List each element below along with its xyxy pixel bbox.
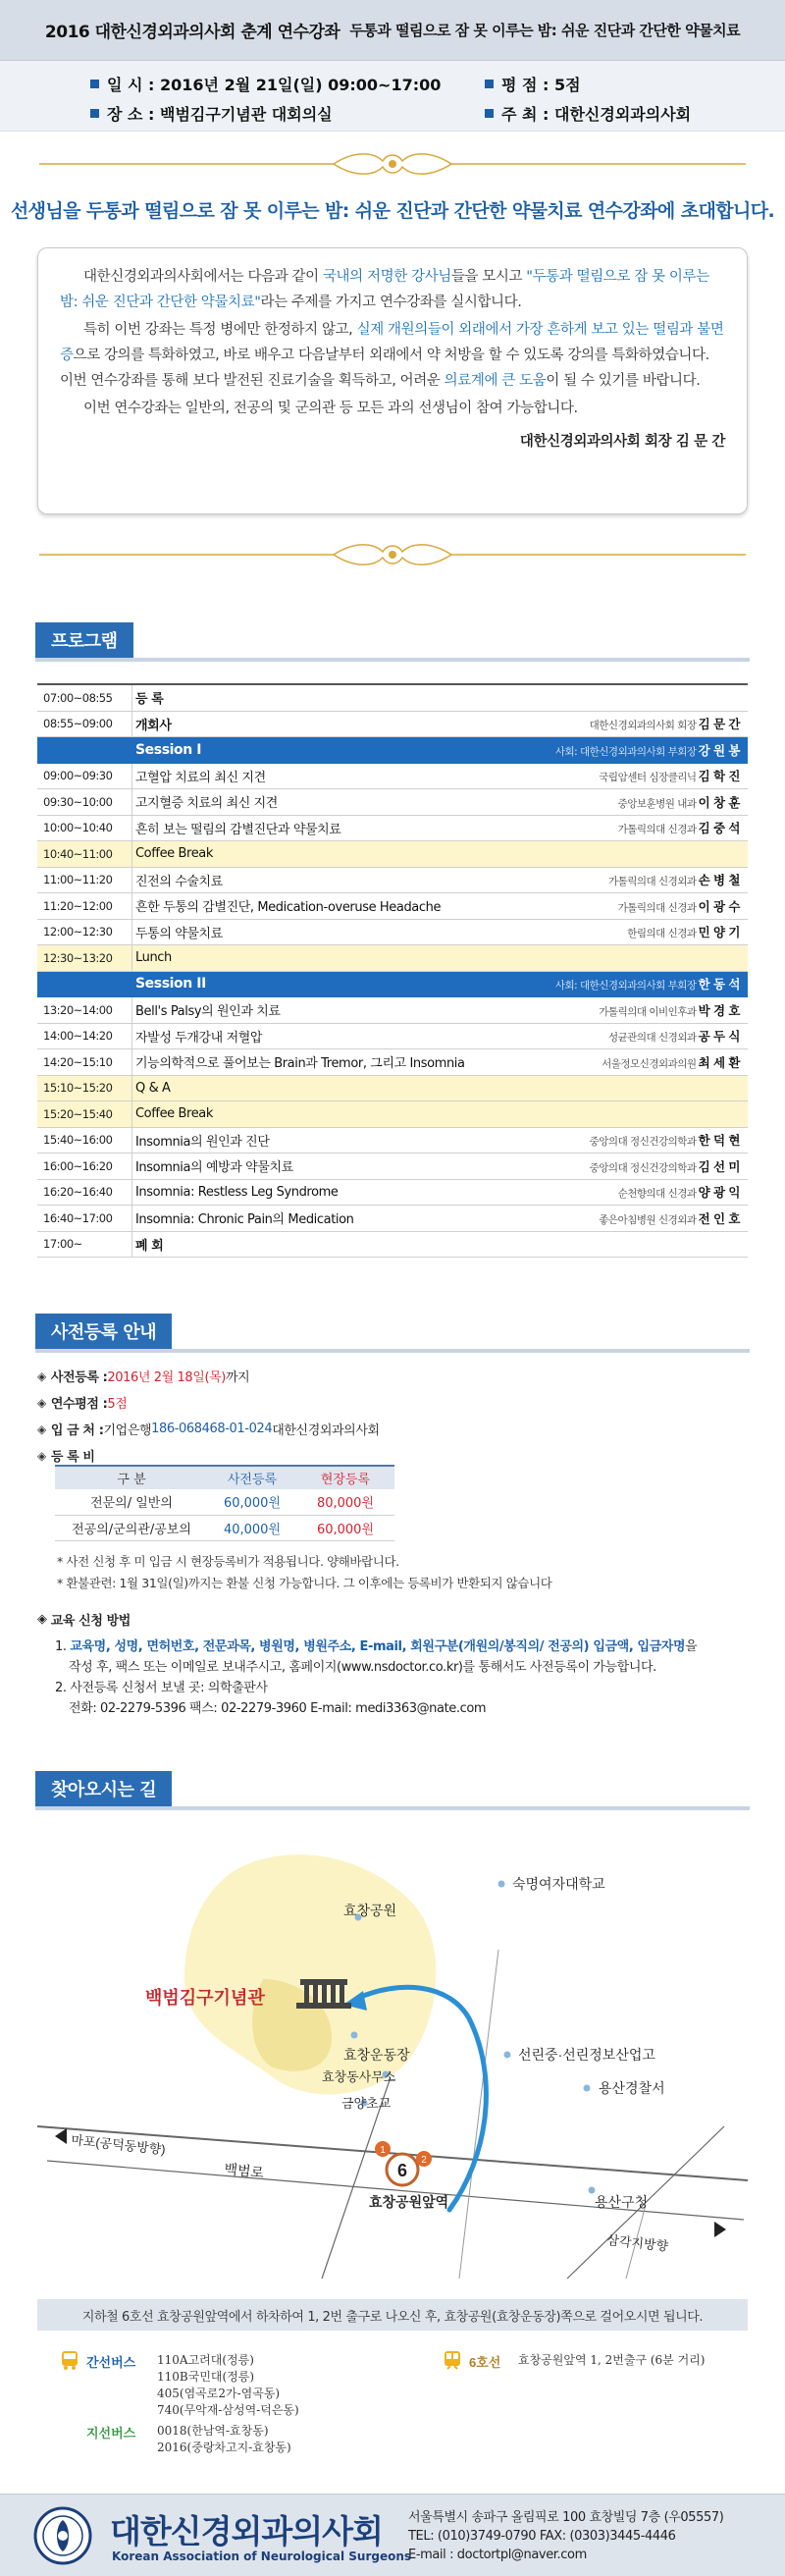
map-label-stadium: 효창운동장 bbox=[343, 2047, 410, 2063]
program-time: 11:00~11:20 bbox=[43, 873, 113, 887]
program-row bbox=[37, 764, 748, 790]
map-svg bbox=[37, 1832, 748, 2283]
program-time: 12:00~12:30 bbox=[43, 925, 113, 939]
program-row bbox=[37, 1128, 748, 1154]
map-label-yongsan-office: 용산구청 bbox=[595, 2194, 649, 2210]
program-title: 흔히 보는 떨림의 감별진단과 약물치료 bbox=[135, 822, 341, 837]
speaker-affiliation: 성균관의대 신경외과 bbox=[607, 1032, 697, 1045]
registration-info bbox=[37, 1367, 748, 1473]
program-speaker bbox=[738, 1106, 748, 1121]
program-speaker bbox=[738, 950, 748, 965]
program-time: 07:00~08:55 bbox=[43, 690, 113, 705]
map-label-office: 효창동사무소 bbox=[322, 2069, 396, 2084]
speaker-affiliation: 사회: 대한신경외과의사회 부회장 bbox=[554, 980, 697, 993]
program-speaker bbox=[738, 1081, 748, 1096]
program-time: 12:30~13:20 bbox=[43, 950, 113, 965]
program-time: 08:55~09:00 bbox=[43, 717, 113, 731]
bus-branch-label: 지선버스 bbox=[86, 2426, 136, 2441]
arrow-left-icon bbox=[55, 2128, 67, 2144]
bullet-square-icon bbox=[485, 109, 494, 118]
footer bbox=[0, 2494, 785, 2576]
invitation-paragraph-1: 대한신경외과의사회에서는 다음과 같이 국내의 저명한 강사님들을 모시고 "두통과 떨림으로 잠 못 이루는 밤: 쉬운 진단과 간단한 약물치료"라는 주제를 가지고 연수강좌를 실시합니다. bbox=[60, 269, 709, 310]
speaker-name: 손 병 철 bbox=[698, 873, 740, 888]
program-row bbox=[37, 893, 748, 920]
ornament-divider-icon bbox=[39, 149, 746, 179]
speaker-name: 전 인 호 bbox=[698, 1210, 740, 1226]
program-time: 10:00~10:40 bbox=[43, 821, 113, 835]
program-row bbox=[37, 1180, 748, 1207]
bus-main-lines: 110A고려대(정릉) 110B국민대(정릉) 405(염곡로2가-염곡동) 740(무악재-삼성역-덕은동) bbox=[157, 2353, 299, 2417]
program-speaker bbox=[599, 1001, 748, 1019]
table-row: 전문의/ 일반의 60,000원 80,000원 bbox=[55, 1489, 394, 1515]
program-row bbox=[37, 997, 748, 1024]
program-title: 폐 회 bbox=[135, 1238, 164, 1254]
registration-account: ◈ 입 금 처 : 기업은행 186-068468-01-024 대한신경외과의사회 bbox=[37, 1422, 380, 1438]
bullet-square-icon bbox=[90, 80, 99, 88]
event-title: 2016 대한신경외과의사회 춘계 연수강좌 bbox=[44, 23, 340, 42]
program-row bbox=[37, 1206, 748, 1232]
speaker-name: 강 원 봉 bbox=[698, 742, 740, 758]
subway-label: 6호선 bbox=[469, 2355, 501, 2370]
speaker-affiliation: 순천향의대 신경과 bbox=[617, 1188, 697, 1201]
program-speaker bbox=[618, 793, 748, 811]
speaker-affiliation: 중앙의대 정신건강의학과 bbox=[589, 1136, 697, 1149]
diamond-bullet-icon: ◈ bbox=[37, 1448, 46, 1463]
program-time: 09:00~09:30 bbox=[43, 769, 113, 783]
speaker-name: 김 학 진 bbox=[698, 769, 740, 784]
org-email: E-mail : doctortpl@naver.com bbox=[408, 2548, 587, 2562]
event-info bbox=[0, 61, 785, 132]
program-time: 15:20~15:40 bbox=[43, 1106, 113, 1121]
subway-info: 효창공원앞역 1, 2번출구 (6분 거리) bbox=[518, 2353, 706, 2367]
program-row bbox=[37, 816, 748, 842]
invitation-signature: 대한신경외과의사회 회장 김 문 간 bbox=[519, 434, 725, 450]
speaker-affiliation: 좋은아침병원 신경외과 bbox=[599, 1213, 697, 1226]
program-title: 두통의 약물치료 bbox=[135, 926, 223, 941]
speaker-name: 한 덕 현 bbox=[698, 1133, 740, 1149]
info-date: 일 시 : 2016년 2월 21일(일) 09:00~17:00 bbox=[90, 73, 441, 95]
association-logo-icon bbox=[33, 2506, 92, 2565]
ornament-divider-icon bbox=[39, 540, 746, 569]
registration-heading: 사전등록 안내 bbox=[35, 1314, 750, 1353]
program-title: 자발성 두개강내 저혈압 bbox=[135, 1030, 263, 1046]
program-title: Session II bbox=[135, 976, 206, 993]
map-label-university: 숙명여자대학교 bbox=[512, 1876, 605, 1892]
registration-score: ◈ 연수평점 : 5점 bbox=[37, 1395, 128, 1412]
building-icon bbox=[296, 1979, 351, 2009]
program-table bbox=[37, 683, 748, 1258]
program-speaker bbox=[627, 923, 748, 940]
program-row bbox=[37, 712, 748, 738]
program-time: 14:00~14:20 bbox=[43, 1029, 113, 1044]
speaker-name: 최 세 환 bbox=[698, 1054, 740, 1070]
program-speaker bbox=[608, 871, 748, 888]
program-speaker bbox=[599, 1209, 748, 1227]
program-title: 진전의 수술치료 bbox=[135, 874, 223, 889]
map-label-baekbeom-ro: 백범로 bbox=[223, 2161, 265, 2181]
speaker-affiliation: 국립암센터 심장클리닉 bbox=[599, 772, 697, 784]
info-score: 평 점 : 5점 bbox=[485, 73, 581, 95]
program-title: Lunch bbox=[135, 950, 172, 966]
program-time: 16:20~16:40 bbox=[43, 1185, 113, 1200]
map-label-school: 선린중·선린정보산업고 bbox=[518, 2047, 655, 2063]
fee-table: 구 분 사전등록 현장등록 전문의/ 일반의 60,000원 80,000원 전공의/군의관/공보의 40,000원 60,000원 bbox=[55, 1465, 394, 1541]
program-time: 17:00~ bbox=[43, 1237, 82, 1252]
session-header-row bbox=[37, 972, 748, 998]
program-title: 흔한 두통의 감별진단, Medication-overuse Headache bbox=[135, 900, 442, 916]
program-row bbox=[37, 841, 748, 868]
program-row bbox=[37, 868, 748, 894]
registration-fee-label: ◈ 등 록 비 bbox=[37, 1448, 95, 1465]
program-row bbox=[37, 1049, 748, 1076]
program-row bbox=[37, 789, 748, 816]
program-speaker bbox=[590, 715, 748, 732]
exit-1-marker: 1 bbox=[380, 2145, 386, 2156]
map-label-station: 효창공원앞역 bbox=[369, 2194, 449, 2210]
route-note: 지하철 6호선 효창공원앞역에서 하차하여 1, 2번 출구로 나오신 후, 효창공원(효창운동장)쪽으로 걸어오시면 됩니다. bbox=[37, 2299, 748, 2331]
program-time: 16:00~16:20 bbox=[43, 1158, 113, 1173]
program-speaker bbox=[555, 741, 748, 759]
speaker-affiliation: 가톨릭의대 신경과 bbox=[617, 901, 697, 914]
application-step-1: 1. 교육명, 성명, 면허번호, 전문과목, 병원명, 병원주소, E-mail, 회원구분(개원의/봉직의/ 전공의) 입금액, 입금자명을 bbox=[55, 1639, 698, 1654]
speaker-affiliation: 사회: 대한신경외과의사회 부회장 bbox=[554, 745, 697, 758]
program-speaker bbox=[618, 819, 748, 836]
program-title: 고지혈증 치료의 최신 지견 bbox=[135, 796, 278, 812]
speaker-affiliation: 중앙의대 정신건강의학과 bbox=[589, 1161, 697, 1174]
speaker-affiliation: 대한신경외과의사회 회장 bbox=[589, 720, 697, 732]
speaker-affiliation: 한림의대 신경과 bbox=[627, 928, 697, 940]
invitation-title: 선생님을 두통과 떨림으로 잠 못 이루는 밤: 쉬운 진단과 간단한 약물치료 연수강좌에 초대합니다. bbox=[10, 200, 775, 222]
speaker-affiliation: 가톨릭의대 신경외과 bbox=[607, 876, 697, 888]
program-time: 13:20~14:00 bbox=[43, 1002, 113, 1017]
bullet-square-icon bbox=[485, 80, 494, 88]
program-title: 등 록 bbox=[135, 692, 164, 708]
speaker-affiliation: 가톨릭의대 신경과 bbox=[617, 824, 697, 836]
program-speaker bbox=[590, 1131, 748, 1149]
org-name: 대한신경외과의사회 bbox=[110, 2512, 383, 2550]
map-label-samgakji: 삼각지방향 bbox=[605, 2232, 669, 2254]
program-time: 15:10~15:20 bbox=[43, 1081, 113, 1096]
bus-branch-lines: 0018(한남역-효창동) 2016(중랑차고지-효창동) bbox=[157, 2424, 291, 2454]
program-time: 11:20~12:00 bbox=[43, 898, 113, 913]
bus-icon bbox=[61, 2350, 78, 2370]
org-phone: TEL: (010)3749-0790 FAX: (0303)3445-4446 bbox=[408, 2529, 676, 2544]
org-contact bbox=[408, 2508, 723, 2564]
table-row: 전공의/군의관/공보의 40,000원 60,000원 bbox=[55, 1515, 394, 1540]
bullet-square-icon bbox=[90, 109, 99, 118]
application-step-2: 2. 사전등록 신청서 보낼 곳: 의학출판사 bbox=[55, 1681, 268, 1695]
event-subtitle: 두통과 떨림으로 잠 못 이루는 밤: 쉬운 진단과 간단한 약물치료 bbox=[349, 22, 741, 39]
program-time: 09:30~10:00 bbox=[43, 794, 113, 809]
program-title: Coffee Break bbox=[135, 846, 213, 862]
program-row bbox=[37, 1154, 748, 1180]
program-title: Insomnia의 예방과 약물치료 bbox=[135, 1160, 293, 1176]
speaker-name: 공 두 식 bbox=[698, 1029, 740, 1045]
invitation-paragraph-2: 특히 이번 강좌는 특정 병에만 한정하지 않고, 실제 개원의들이 외래에서 가장 흔하게 보고 있는 떨림과 불면증으로 강의를 특화하였고, 바로 배우고 다음날부터 외래에서 약 처방을 할 수 있도록 강의를 특화하였습니다. 이번 연수강좌를 통해 보다 발전된 진료기술을 획득하고, 어려운 의료계에 큰 도움이 될 수 있기를 바랍니다. bbox=[60, 322, 724, 389]
program-time: 10:40~11:00 bbox=[43, 846, 113, 861]
speaker-affiliation: 중앙보훈병원 내과 bbox=[617, 797, 697, 810]
subway-icon bbox=[444, 2350, 461, 2370]
program-time: 14:20~15:10 bbox=[43, 1054, 113, 1069]
speaker-affiliation: 서울정모신경외과의원 bbox=[602, 1057, 697, 1070]
program-speaker bbox=[590, 1157, 748, 1175]
diamond-bullet-icon: ◈ bbox=[37, 1368, 46, 1383]
map-label-geumyang: 금양초교 bbox=[341, 2096, 392, 2111]
road bbox=[459, 1950, 498, 2279]
org-name-en: Korean Association of Neurological Surgeons bbox=[112, 2549, 412, 2563]
map-label-mapo: 마포(공덕동방향) bbox=[70, 2132, 167, 2158]
program-title: Insomnia: Chronic Pain의 Medication bbox=[135, 1212, 354, 1228]
contact-info: 전화: 02-2279-5396 팩스: 02-2279-3960 E-mail: medi3363@nate.com bbox=[69, 1701, 487, 1716]
program-speaker bbox=[608, 1027, 748, 1045]
program-row bbox=[37, 685, 748, 712]
session-header-row bbox=[37, 737, 748, 764]
application-method: ◈ 교육 신청 방법 1. 교육명, 성명, 면허번호, 전문과목, 병원명, 병원주소, E-mail, 회원구분(개원의/봉직의/ 전공의) 입금액, 입금자명을 작성 후, 팩스 또는 이메일로 보내주시고, 홈페이지(www.nsdoctor.co.kr)를 통해서도 사전등록이 가능합니다. 2. 사전등록 신청서 보낼 곳: 의학출판사 전화: 02-2279-5396 팩스: 02-2279-3960 E-mail: medi3363@nate.com bbox=[37, 1610, 748, 1719]
directions-heading: 찾아오시는 길 bbox=[35, 1771, 750, 1810]
registration-notes: * 사전 신청 후 미 입금 시 현장등록비가 적용됩니다. 양해바랍니다. * 환불관련: 1월 31일(일)까지는 환불 신청 가능합니다. 그 이후에는 등록비가 반환되지 않습니다 bbox=[57, 1554, 552, 1590]
transit-info bbox=[37, 2346, 748, 2464]
location-map bbox=[37, 1832, 748, 2283]
exit-2-marker: 2 bbox=[421, 2155, 427, 2166]
page-title bbox=[0, 0, 785, 61]
speaker-name: 이 광 수 bbox=[698, 898, 740, 914]
diamond-bullet-icon: ◈ bbox=[37, 1395, 46, 1410]
program-row bbox=[37, 945, 748, 972]
program-title: Coffee Break bbox=[135, 1106, 213, 1122]
speaker-name: 김 선 미 bbox=[698, 1158, 740, 1174]
info-host: 주 최 : 대한신경외과의사회 bbox=[485, 102, 691, 125]
program-row bbox=[37, 1101, 748, 1128]
diamond-bullet-icon: ◈ bbox=[37, 1422, 46, 1436]
program-time: 15:40~16:00 bbox=[43, 1133, 113, 1148]
program-heading: 프로그램 bbox=[35, 622, 750, 662]
org-address: 서울특별시 송파구 올림픽로 100 효창빌딩 7층 (우05557) bbox=[408, 2510, 724, 2525]
registration-deadline: ◈ 사전등록 : 2016년 2월 18일(목) 까지 bbox=[37, 1368, 250, 1385]
program-speaker bbox=[738, 690, 748, 705]
info-venue: 장 소 : 백범김구기념관 대회의실 bbox=[90, 102, 333, 125]
program-speaker bbox=[738, 1237, 748, 1252]
program-title: Q & A bbox=[135, 1080, 171, 1096]
speaker-name: 양 광 익 bbox=[698, 1185, 740, 1201]
program-time: 16:40~17:00 bbox=[43, 1210, 113, 1225]
map-label-venue: 백범김구기념관 bbox=[145, 1988, 265, 2008]
program-speaker bbox=[555, 975, 748, 993]
program-title: 개회사 bbox=[135, 718, 172, 733]
program-title: 고혈압 치료의 최신 지견 bbox=[135, 770, 266, 785]
speaker-name: 한 동 석 bbox=[698, 977, 740, 993]
program-title: Insomnia: Restless Leg Syndrome bbox=[135, 1184, 339, 1200]
station-line-number: 6 bbox=[396, 2161, 408, 2180]
program-speaker bbox=[618, 1183, 748, 1201]
map-label-police: 용산경찰서 bbox=[599, 2080, 665, 2096]
program-speaker bbox=[602, 1053, 748, 1071]
speaker-name: 박 경 호 bbox=[698, 1002, 740, 1018]
speaker-name: 이 창 훈 bbox=[698, 794, 740, 810]
bus-main-label: 간선버스 bbox=[86, 2355, 136, 2370]
program-title: 기능의학적으로 풀어보는 Brain과 Tremor, 그리고 Insomnia bbox=[135, 1056, 465, 1072]
program-row bbox=[37, 920, 748, 946]
program-speaker bbox=[599, 767, 748, 784]
speaker-name: 민 양 기 bbox=[698, 925, 740, 940]
speaker-affiliation: 가톨릭의대 이비인후과 bbox=[599, 1005, 697, 1018]
program-speaker bbox=[738, 846, 748, 861]
program-speaker bbox=[618, 897, 748, 915]
invitation-paragraph-3: 이번 연수강좌는 일반의, 전공의 및 군의관 등 모든 과의 선생님이 참여 가능합니다. bbox=[83, 401, 578, 416]
arrow-right-icon bbox=[714, 2222, 726, 2237]
program-title: Session I bbox=[135, 741, 202, 758]
program-title: Bell's Palsy의 원인과 치료 bbox=[135, 1004, 281, 1020]
speaker-name: 김 중 석 bbox=[698, 821, 740, 836]
program-row bbox=[37, 1024, 748, 1050]
invitation-letter bbox=[37, 247, 748, 514]
program-row bbox=[37, 1076, 748, 1102]
diamond-bullet-icon: ◈ bbox=[37, 1612, 51, 1627]
program-title: Insomnia의 원인과 진단 bbox=[135, 1134, 270, 1150]
map-label-park: 효창공원 bbox=[343, 1903, 397, 1918]
speaker-name: 김 문 간 bbox=[698, 717, 740, 732]
program-row bbox=[37, 1232, 748, 1259]
